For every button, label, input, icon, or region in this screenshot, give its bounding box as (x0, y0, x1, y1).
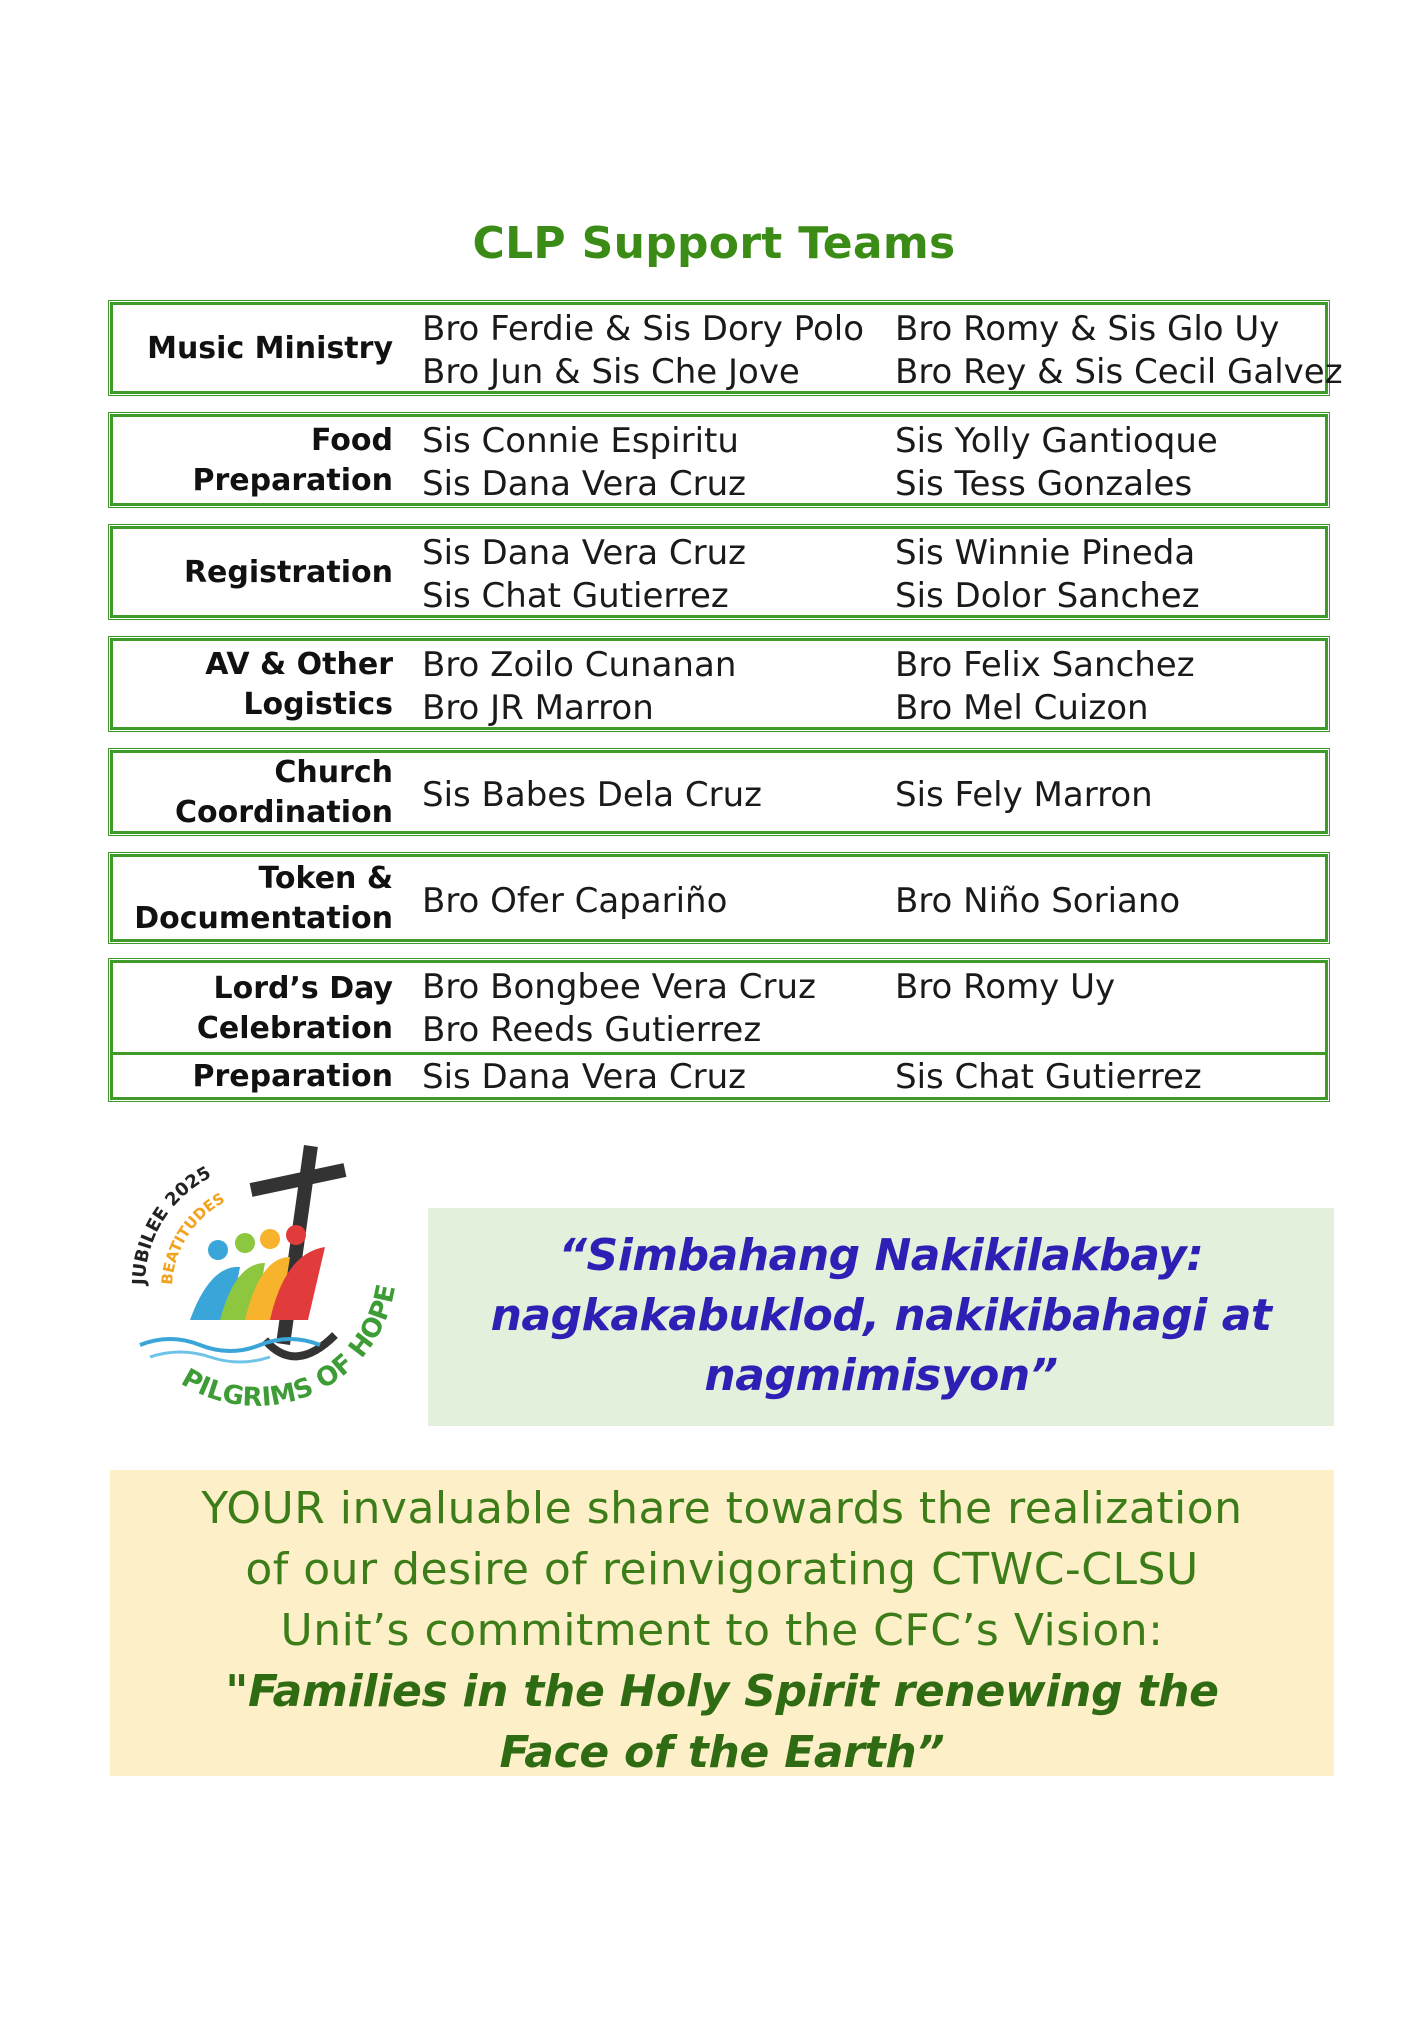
team-music-ministry (110, 302, 1343, 394)
member: Bro Romy & Sis Glo Uy (895, 309, 1280, 349)
quote-line: nagkakabuklod, nakikibahagi at (490, 1290, 1272, 1341)
team-label: Lord’s Day (213, 971, 393, 1006)
member: Bro Ofer Capariño (422, 881, 728, 921)
quote-line: nagmimisyon” (704, 1350, 1058, 1401)
member: Sis Yolly Gantioque (895, 421, 1218, 461)
team-label: Music Ministry (147, 331, 393, 366)
member: Bro Jun & Sis Che Jove (422, 352, 800, 392)
member: Sis Dana Vera Cruz (422, 464, 747, 504)
member: Sis Tess Gonzales (895, 464, 1193, 504)
team-token-documentation (110, 854, 1328, 942)
team-lords-day-celebration (110, 960, 1328, 1100)
member: Sis Dana Vera Cruz (422, 533, 747, 573)
member: Bro Mel Cuizon (895, 688, 1149, 728)
quote-box (428, 1208, 1334, 1426)
team-label: Church (274, 755, 393, 790)
quote-text (428, 1208, 1334, 1406)
team-label: Token & (258, 861, 393, 896)
vision-bold-line: Face of the Earth” (499, 1727, 945, 1778)
team-label: AV & Other (205, 647, 393, 682)
quote-line: “Simbahang Nakikilakbay: (558, 1230, 1204, 1281)
vision-line: of our desire of reinvigorating CTWC-CLSU (245, 1544, 1199, 1595)
member: Sis Connie Espiritu (422, 421, 739, 461)
team-label: Preparation (192, 463, 393, 498)
member: Sis Winnie Pineda (895, 533, 1196, 573)
member: Sis Dana Vera Cruz (422, 1057, 747, 1097)
team-label: Logistics (243, 687, 393, 722)
member: Bro Romy Uy (895, 967, 1116, 1007)
member: Bro Rey & Sis Cecil Galvez (895, 352, 1343, 392)
member: Bro JR Marron (422, 688, 654, 728)
page-title: CLP Support Teams (472, 218, 956, 269)
vision-line: YOUR invaluable share towards the realization (201, 1483, 1243, 1534)
member: Bro Reeds Gutierrez (422, 1010, 762, 1050)
team-label: Celebration (196, 1011, 393, 1046)
team-label: Food (311, 423, 393, 458)
svg-text:BEATITUDES (158, 1189, 228, 1285)
member: Bro Zoilo Cunanan (422, 645, 737, 685)
vision-statement (110, 1661, 1334, 1783)
team-food-preparation (110, 414, 1328, 506)
team-label: Registration (183, 555, 393, 590)
team-av-logistics (110, 638, 1328, 730)
member: Sis Chat Gutierrez (895, 1057, 1202, 1097)
member: Bro Bongbee Vera Cruz (422, 967, 816, 1007)
team-label: Coordination (175, 795, 393, 830)
logo-sub-text: BEATITUDES (157, 1189, 228, 1286)
member: Bro Niño Soriano (895, 881, 1181, 921)
team-label: Documentation (134, 901, 393, 936)
vision-bold-line: "Families in the Holy Spirit renewing the (225, 1666, 1219, 1717)
member: Bro Felix Sanchez (895, 645, 1195, 685)
member: Sis Fely Marron (895, 775, 1153, 815)
vision-text (110, 1470, 1334, 1661)
vision-box (110, 1470, 1334, 1776)
vision-line: Unit’s commitment to the CFC’s Vision: (280, 1605, 1164, 1656)
member: Sis Babes Dela Cruz (422, 775, 763, 815)
team-registration (110, 526, 1328, 618)
member: Bro Ferdie & Sis Dory Polo (422, 309, 865, 349)
logo-top-text: JUBILEE 2025 (128, 1162, 215, 1286)
member: Sis Dolor Sanchez (895, 576, 1200, 616)
jubilee-pilgrims-logo-icon (120, 1135, 420, 1435)
team-church-coordination (110, 750, 1328, 834)
logo-bottom-text: PILGRIMS OF HOPE (176, 1281, 403, 1414)
member: Sis Chat Gutierrez (422, 576, 729, 616)
team-label: Preparation (192, 1059, 393, 1094)
